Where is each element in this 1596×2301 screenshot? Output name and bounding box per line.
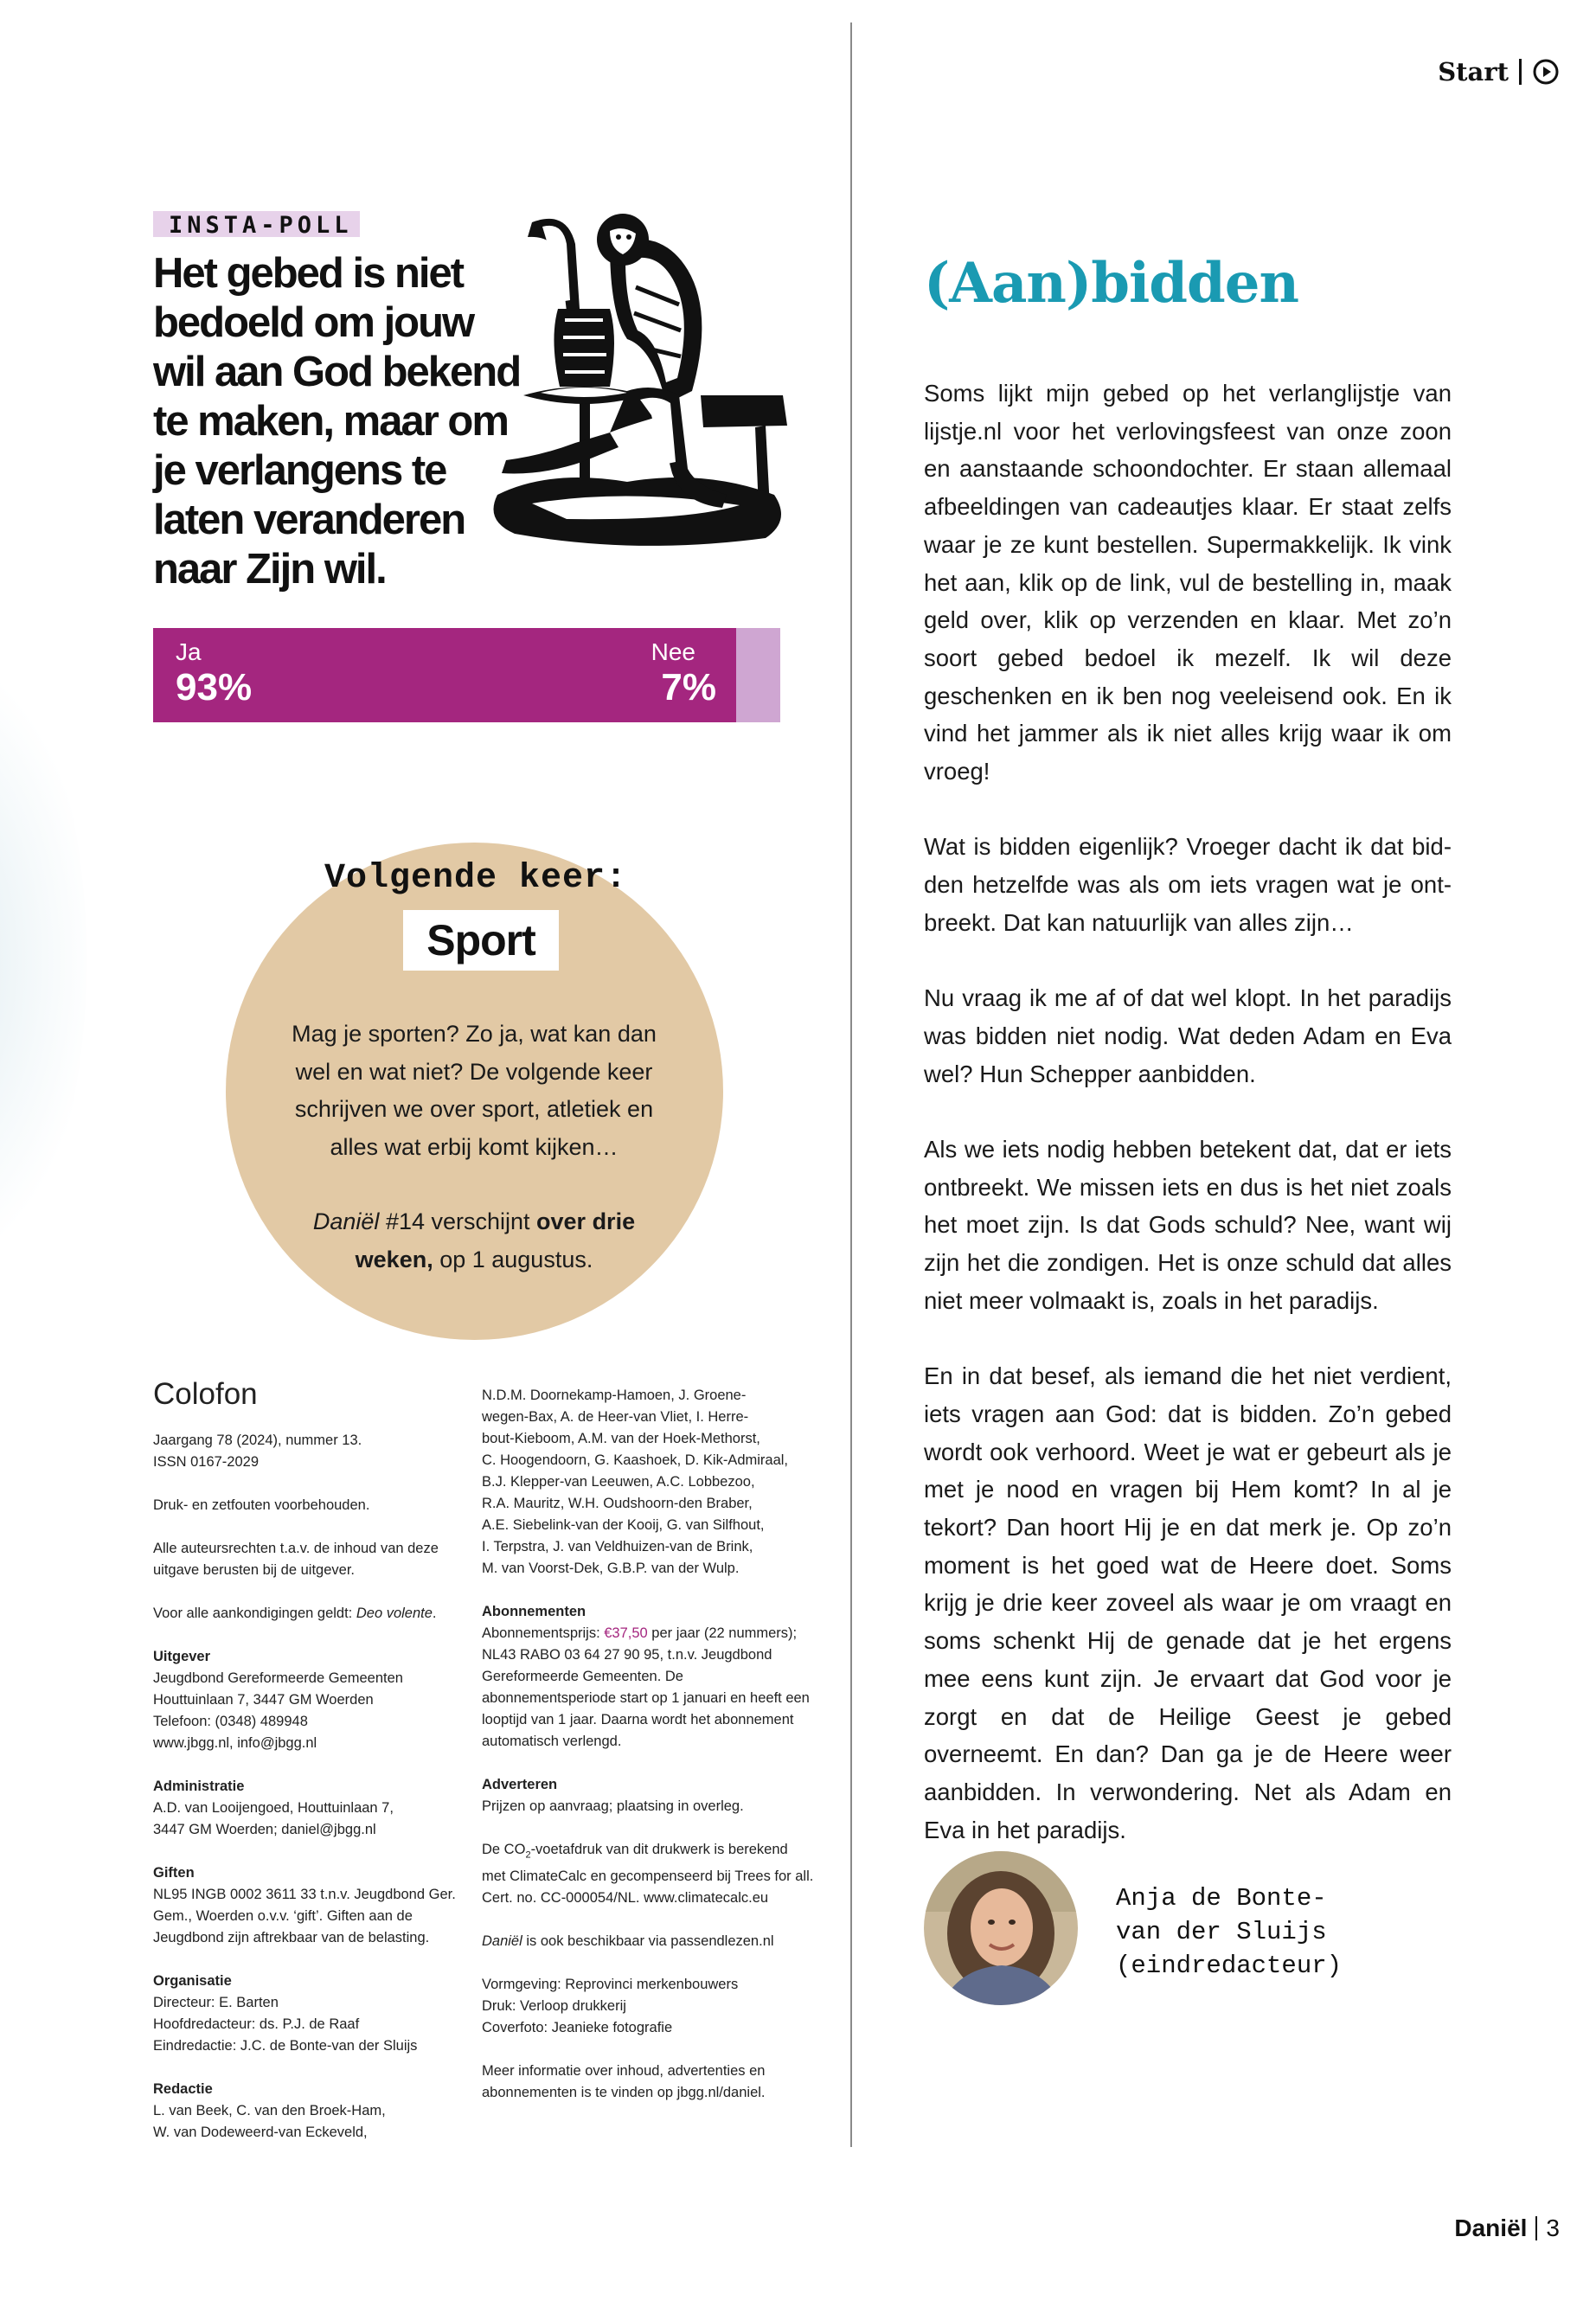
colofon-editors-cont: N.D.M. Doornekamp-Hamoen, J. Groene- wegen-Bax, A. de Heer-van Vliet, I. Herre- bout-Kieboom, A.M. van der Hoek-Methorst, C. Hoogendoorn, G. Kaashoek, D. Kik-Admiraal, B.J. Klepper-van Leeuwen, A.C. Lobbezoo, R.A. Mauritz, W.H. Oudshoorn-den Braber, A.E. Siebelink-van der Kooij, G. van Silfhout, I. Terpstra, J. van Veldhuizen-van de Brink, M. van Voorst-Dek, G.B.P. van der Wulp.	[482, 1388, 789, 1576]
author-name: Anja de Bonte- van der Sluijs (eindredacteur)	[1116, 1884, 1343, 1980]
next-issue-release: Daniël #14 verschijnt over drie weken, op 1 augustus.	[312, 1208, 636, 1272]
start-link[interactable]	[1438, 57, 1560, 87]
colofon-organisation: Organisatie Directeur: E. Barten Hoofdredacteur: ds. P.J. de Raaf Eindredactie: J.C. de Bonte-van der Sluijs	[153, 1973, 418, 2054]
poll-no-value: 7%	[661, 666, 716, 708]
poll-no-label: Nee	[651, 638, 695, 665]
article-paragraph: En in dat besef, als iemand die het niet verdient, iets vragen aan God: dat is bidden. Zo’n gebed wordt ook verhoord. Weet je wat er gebeurt als je met je nood en vragen bij Hem komt? In al je tekort? Dan hoort Hij je en dat merk je. Op zo’n moment is het goed wat de Heere doet. Soms krijg je drie keer zoveel als waar je om vraagt en soms schenkt Hij de genade dat je het ergens mee eens kunt zijn. Je ervaart dat God voor je zorgt en dat de Heilige Geest je gebed overneemt. En dan? Dan ga je de Heere weer aanbidden. In verwondering. Net als Adam en Eva in het paradijs.	[924, 1362, 1452, 1843]
colofon-co2: De $CO_2$-voetafdruk van dit drukwerk is berekend met ClimateCalc en gecompenseerd bij Trees for all. Cert. no. CC-000054/NL. www.climatecalc.eu	[482, 1842, 814, 1907]
article-paragraph: Nu vraag ik me af of dat wel klopt. In het paradijs was bidden niet nodig. Wat deden Adam en Eva wel? Hun Schepper aanbidden.	[924, 984, 1452, 1087]
poll-result-bar	[153, 628, 780, 722]
colofon-editors: Redactie L. van Beek, C. van den Broek-Ham, W. van Dodeweerd-van Eckeveld,	[153, 2081, 386, 2140]
colofon-title: Colofon	[153, 1377, 258, 1411]
potter-illustration	[480, 209, 800, 562]
page-number: 3	[1546, 2214, 1560, 2241]
colofon-year: Jaargang 78 (2024), nummer 13. ISSN 0167-2029	[153, 1433, 362, 1470]
colofon-errors: Druk- en zetfouten voorbehouden.	[153, 1497, 370, 1513]
footer-separator	[1535, 2216, 1537, 2240]
article-title: (Aan)bidden	[924, 251, 1299, 316]
colofon-admin: Administratie A.D. van Looijengoed, Houttuinlaan 7, 3447 GM Woerden; daniel@jbgg.nl	[153, 1779, 394, 1837]
colofon-subscriptions: Abonnementen Abonnementsprijs: €37,50 per jaar (22 nummers); NL43 RABO 03 64 27 90 95, t.n.v. Jeugdbond Gereformeerde Gemeenten. De abonnementsperiode start op 1 januari en heeft een looptijd van 1 jaar. Daarna wordt het abonnement automatisch verlengd.	[482, 1604, 810, 1749]
insta-poll-label: INSTA-POLL	[153, 211, 360, 237]
author-avatar	[924, 1851, 1078, 2005]
next-issue-text	[275, 1016, 673, 1316]
colofon-publisher: Uitgever Jeugdbond Gereformeerde Gemeenten Houttuinlaan 7, 3447 GM Woerden Telefoon: (0348) 489948 www.jbgg.nl, info@jbgg.nl	[153, 1649, 403, 1751]
colofon-rights: Alle auteursrechten t.a.v. de inhoud van deze uitgave berusten bij de uitgever.	[153, 1541, 439, 1578]
article-paragraph: Soms lijkt mijn gebed op het verlanglijstje van lijstje.nl voor het verlovingsfeest van onze zoon en aanstaande schoondochter. Er staan allemaal afbeeldingen van cadeautjes klaar. Er staat zelfs waar je ze kunt bestellen. Supermakkelijk. Ik vink het aan, klik op de link, vul de bestelling in, maak geld over, klik op verzenden en klaar. Met zo’n soort gebed bedoel ik mezelf. Ik wil deze geschenken en ik ben nog veeleisend ook. En ik vind het jammer als ik niet alles krijg waar ik om vroeg!	[924, 380, 1452, 785]
column-divider	[850, 22, 852, 2147]
colofon-column-1	[153, 1430, 465, 2165]
colofon-more-info: Meer informatie over inhoud, advertenties en abonnementen is te vinden op jbgg.nl/daniel.	[482, 2063, 766, 2101]
colofon-column-2	[482, 1385, 815, 2125]
poll-yes-label: Ja	[176, 638, 202, 665]
colofon-availability: Daniël is ook beschikbaar via passendlezen.nl	[482, 1933, 774, 1950]
watercolor-stain	[0, 657, 87, 1263]
magazine-name: Daniël	[1454, 2214, 1528, 2241]
article-body	[924, 375, 1452, 1887]
next-issue-topic: Sport	[403, 910, 559, 971]
poll-quote: Het gebed is niet bedoeld om jouw wil aan God bekend te maken, maar om je verlangens te laten veranderen naar Zijn wil.	[153, 250, 521, 593]
play-circle-icon	[1532, 58, 1560, 86]
colofon-advertising: Adverteren Prijzen op aanvraag; plaatsing in overleg.	[482, 1777, 744, 1814]
next-issue-title: Volgende keer:	[324, 859, 628, 898]
colofon-announce: Voor alle aankondigingen geldt: Deo volente.	[153, 1606, 437, 1621]
nav-separator	[1519, 59, 1522, 85]
page-footer	[1454, 2214, 1560, 2242]
article-paragraph: Als we iets nodig hebben betekent dat, dat er iets ontbreekt. We missen iets en dus is het niet zoals het moet zijn. Is dat Gods schuld? Nee, want wij zijn het die zondigen. Het is onze schuld dat alles niet meer volmaakt is, zoals in het paradijs.	[924, 1136, 1452, 1314]
colofon-credits: Vormgeving: Reprovinci merkenbouwers Druk: Verloop drukkerij Coverfoto: Jeanieke fotografie	[482, 1977, 739, 2036]
next-issue-description: Mag je sporten? Zo ja, wat kan dan wel en wat niet? De volgende keer schrijven we over sport, atletiek en alles wat erbij komt kijken…	[292, 1021, 657, 1160]
colofon-gifts: Giften NL95 INGB 0002 3611 33 t.n.v. Jeugdbond Ger. Gem., Woerden o.v.v. ‘gift’. Giften aan de Jeugdbond zijn aftrekbaar van de belasting.	[153, 1865, 456, 1945]
poll-yes-value: 93%	[176, 666, 253, 708]
start-label: Start	[1438, 57, 1509, 87]
article-paragraph: Wat is bidden eigenlijk? Vroeger dacht ik dat bid-den hetzelfde was als om iets vragen wat je ont-breekt. Dat kan natuurlijk van alles zijn…	[924, 833, 1452, 936]
